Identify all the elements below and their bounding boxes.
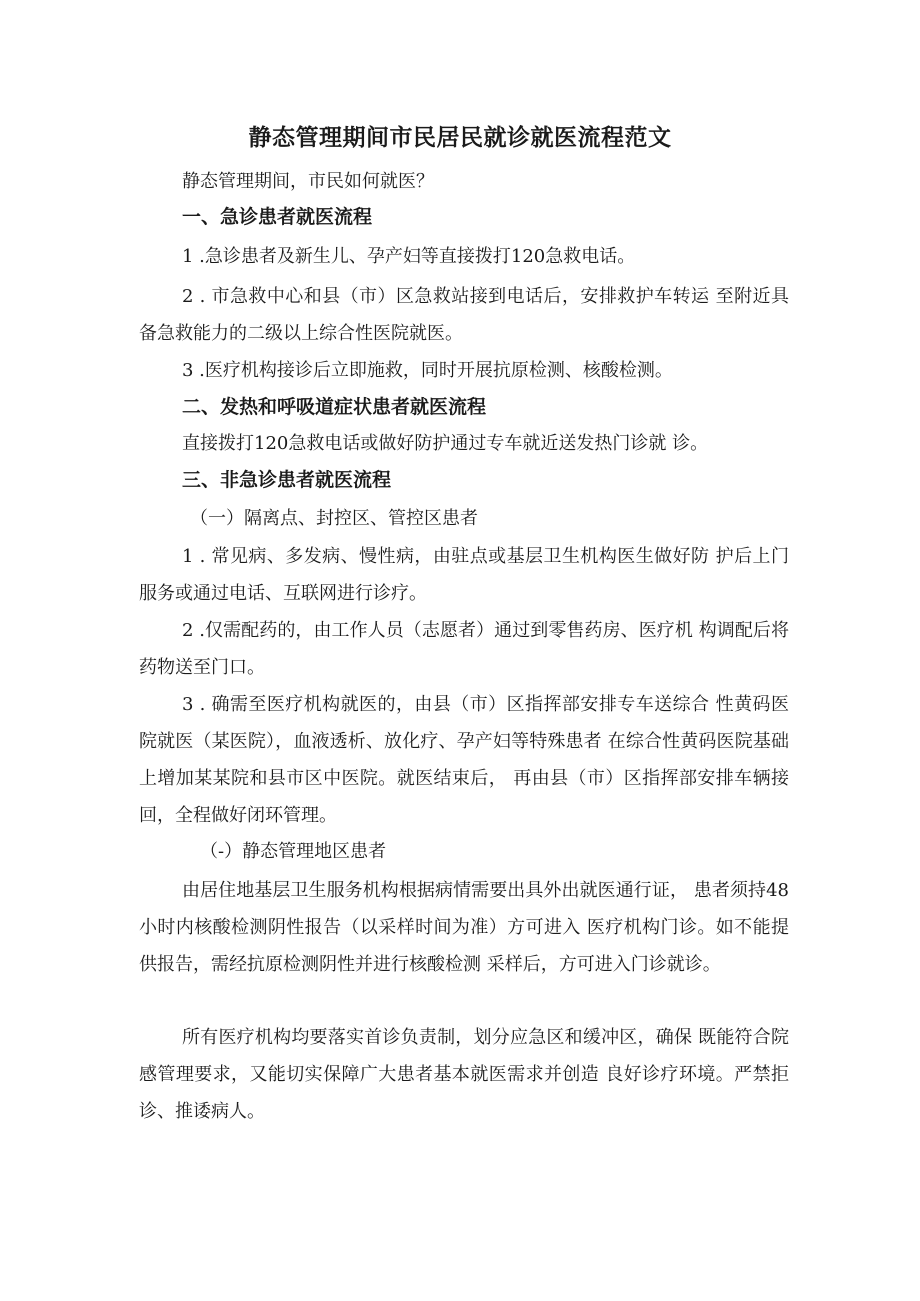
closing-paragraph: 所有医疗机构均要落实首诊负责制，划分应急区和缓冲区，确保 既能符合院感管理要求，又能切实保障广大患者基本就医需求并创造 良好诊疗环境。严禁拒诊、推诿病人。: [139, 1027, 789, 1122]
section1-item3: 3 .医疗机构接诊后立即施救，同时开展抗原检测、核酸检测。: [182, 360, 673, 381]
section3-sub2-heading: （-）静态管理地区患者: [200, 841, 387, 862]
section2-heading: 二、发热和呼吸道症状患者就医流程: [182, 396, 487, 418]
section3-sub2-body: 由居住地基层卫生服务机构根据病情需要出具外出就医通行证， 患者须持48小时内核酸检测阴性报告（以采样时间为准）方可进入 医疗机构门诊。如不能提供报告，需经抗原检测阴性并进行核酸检测 采样后，方可进入门诊就诊。: [139, 880, 789, 975]
section3-sub1-heading: （一）隔离点、封控区、管控区患者: [190, 508, 478, 529]
section3-heading: 三、非急诊患者就医流程: [182, 469, 392, 491]
section3-sub1-item1: 1 . 常见病、多发病、慢性病，由驻点或基层卫生机构医生做好防 护后上门服务或通过电话、互联网进行诊疗。: [139, 546, 789, 604]
section3-sub1-item3: 3 . 确需至医疗机构就医的，由县（市）区指挥部安排专车送综合 性黄码医院就医（某医院），血液透析、放化疗、孕产妇等特殊患者 在综合性黄码医院基础上增加某某院和县市区中医院。就医结束后， 再由县（市）区指挥部安排车辆接回，全程做好闭环管理。: [139, 694, 789, 826]
section2-body: 直接拨打120急救电话或做好防护通过专车就近送发热门诊就 诊。: [182, 433, 709, 454]
section1-item2: 2 . 市急救中心和县（市）区急救站接到电话后，安排救护车转运 至附近具备急救能力的二级以上综合性医院就医。: [139, 286, 789, 344]
intro-paragraph: 静态管理期间，市民如何就医？: [182, 171, 434, 192]
section1-heading: 一、急诊患者就医流程: [182, 206, 373, 228]
document-title: 静态管理期间市民居民就诊就医流程范文: [248, 125, 672, 151]
section3-sub1-item2: 2 .仅需配药的，由工作人员（志愿者）通过到零售药房、医疗机 构调配后将药物送至门口。: [139, 620, 789, 678]
section1-item1: 1 .急诊患者及新生儿、孕产妇等直接拨打120急救电话。: [182, 246, 636, 267]
